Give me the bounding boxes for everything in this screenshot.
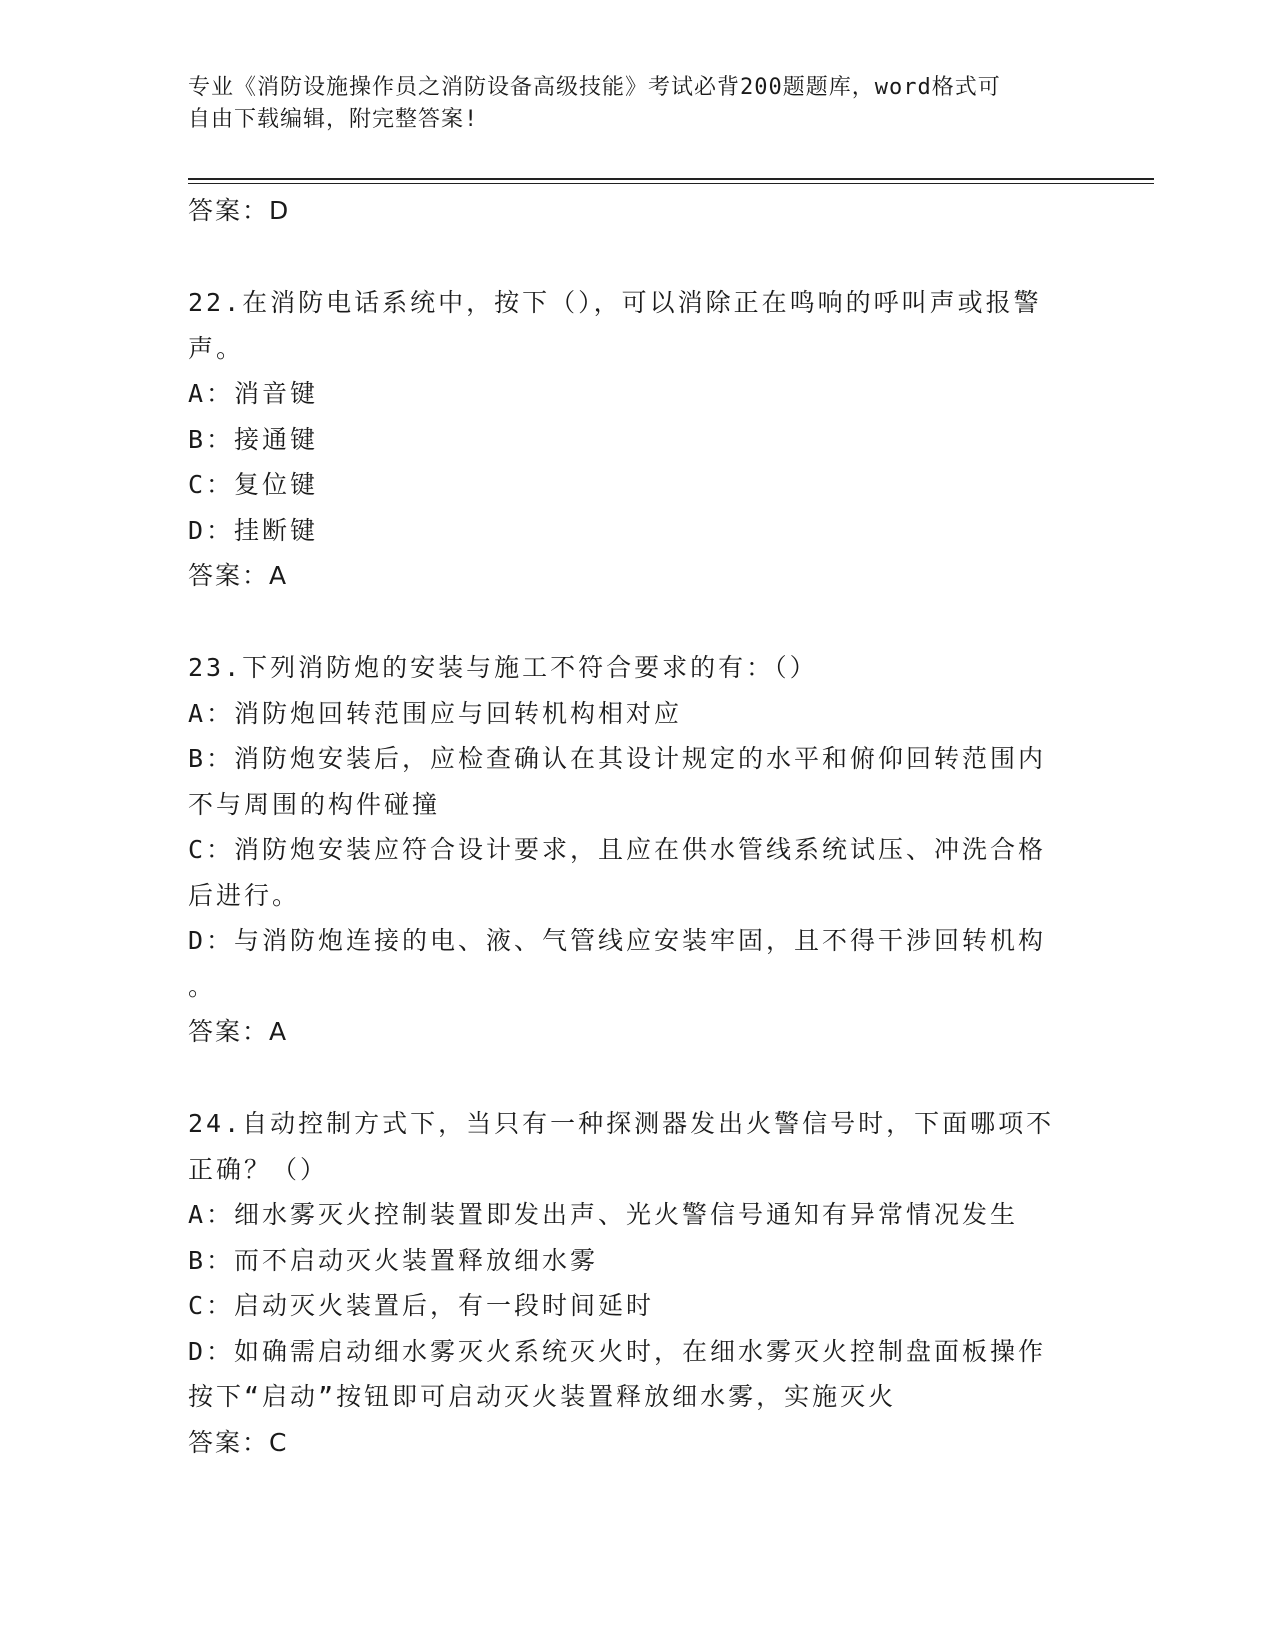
question-stem: 正确？（）	[188, 1154, 329, 1184]
spacer	[188, 1055, 1088, 1101]
option-c: C：复位键	[188, 470, 319, 499]
header-rule-thick	[188, 178, 1154, 180]
option-c-cont: 后进行。	[188, 880, 301, 910]
option-b: B：接通键	[188, 424, 319, 454]
option-b: B：而不启动灭火装置释放细水雾	[188, 1245, 599, 1275]
question-22	[188, 280, 1088, 599]
option-a: A：消音键	[188, 379, 319, 408]
question-stem: 22.在消防电话系统中，按下（），可以消除正在鸣响的呼叫声或报警	[188, 288, 1042, 317]
option-d-cont: 按下“启动”按钮即可启动灭火装置释放细水雾，实施灭火	[188, 1382, 897, 1411]
answer-previous: 答案：D	[188, 196, 291, 225]
option-d: D：挂断键	[188, 515, 319, 545]
question-stem: 23.下列消防炮的安装与施工不符合要求的有：（）	[188, 653, 818, 682]
question-stem: 24.自动控制方式下，当只有一种探测器发出火警信号时，下面哪项不	[188, 1109, 1055, 1138]
option-b: B：消防炮安装后，应检查确认在其设计规定的水平和俯仰回转范围内	[188, 744, 1047, 773]
answer: 答案：A	[188, 561, 289, 590]
option-a: A：细水雾灭火控制装置即发出声、光火警信号通知有异常情况发生	[188, 1200, 1019, 1229]
question-stem: 声。	[188, 333, 245, 363]
option-d-cont: 。	[188, 971, 217, 1001]
option-d: D：如确需启动细水雾灭火系统灭火时，在细水雾灭火控制盘面板操作	[188, 1336, 1047, 1366]
option-a: A：消防炮回转范围应与回转机构相对应	[188, 698, 683, 728]
question-23	[188, 645, 1088, 1055]
option-c: C：启动灭火装置后，有一段时间延时	[188, 1291, 655, 1320]
option-d: D：与消防炮连接的电、液、气管线应安装牢固，且不得干涉回转机构	[188, 926, 1047, 955]
document-content	[188, 188, 1088, 1466]
header-line-2: 自由下载编辑，附完整答案!	[188, 107, 479, 132]
document-header	[188, 72, 1068, 136]
option-c: C：消防炮安装应符合设计要求，且应在供水管线系统试压、冲洗合格	[188, 835, 1047, 864]
answer: 答案：A	[188, 1017, 289, 1046]
header-line-1: 专业《消防设施操作员之消防设备高级技能》考试必背200题题库，word格式可	[188, 75, 1001, 100]
option-b-cont: 不与周围的构件碰撞	[188, 789, 441, 819]
spacer	[188, 599, 1088, 645]
question-24	[188, 1101, 1088, 1466]
answer: 答案：C	[188, 1427, 289, 1457]
header-rule-thin	[188, 183, 1154, 184]
spacer	[188, 234, 1088, 280]
